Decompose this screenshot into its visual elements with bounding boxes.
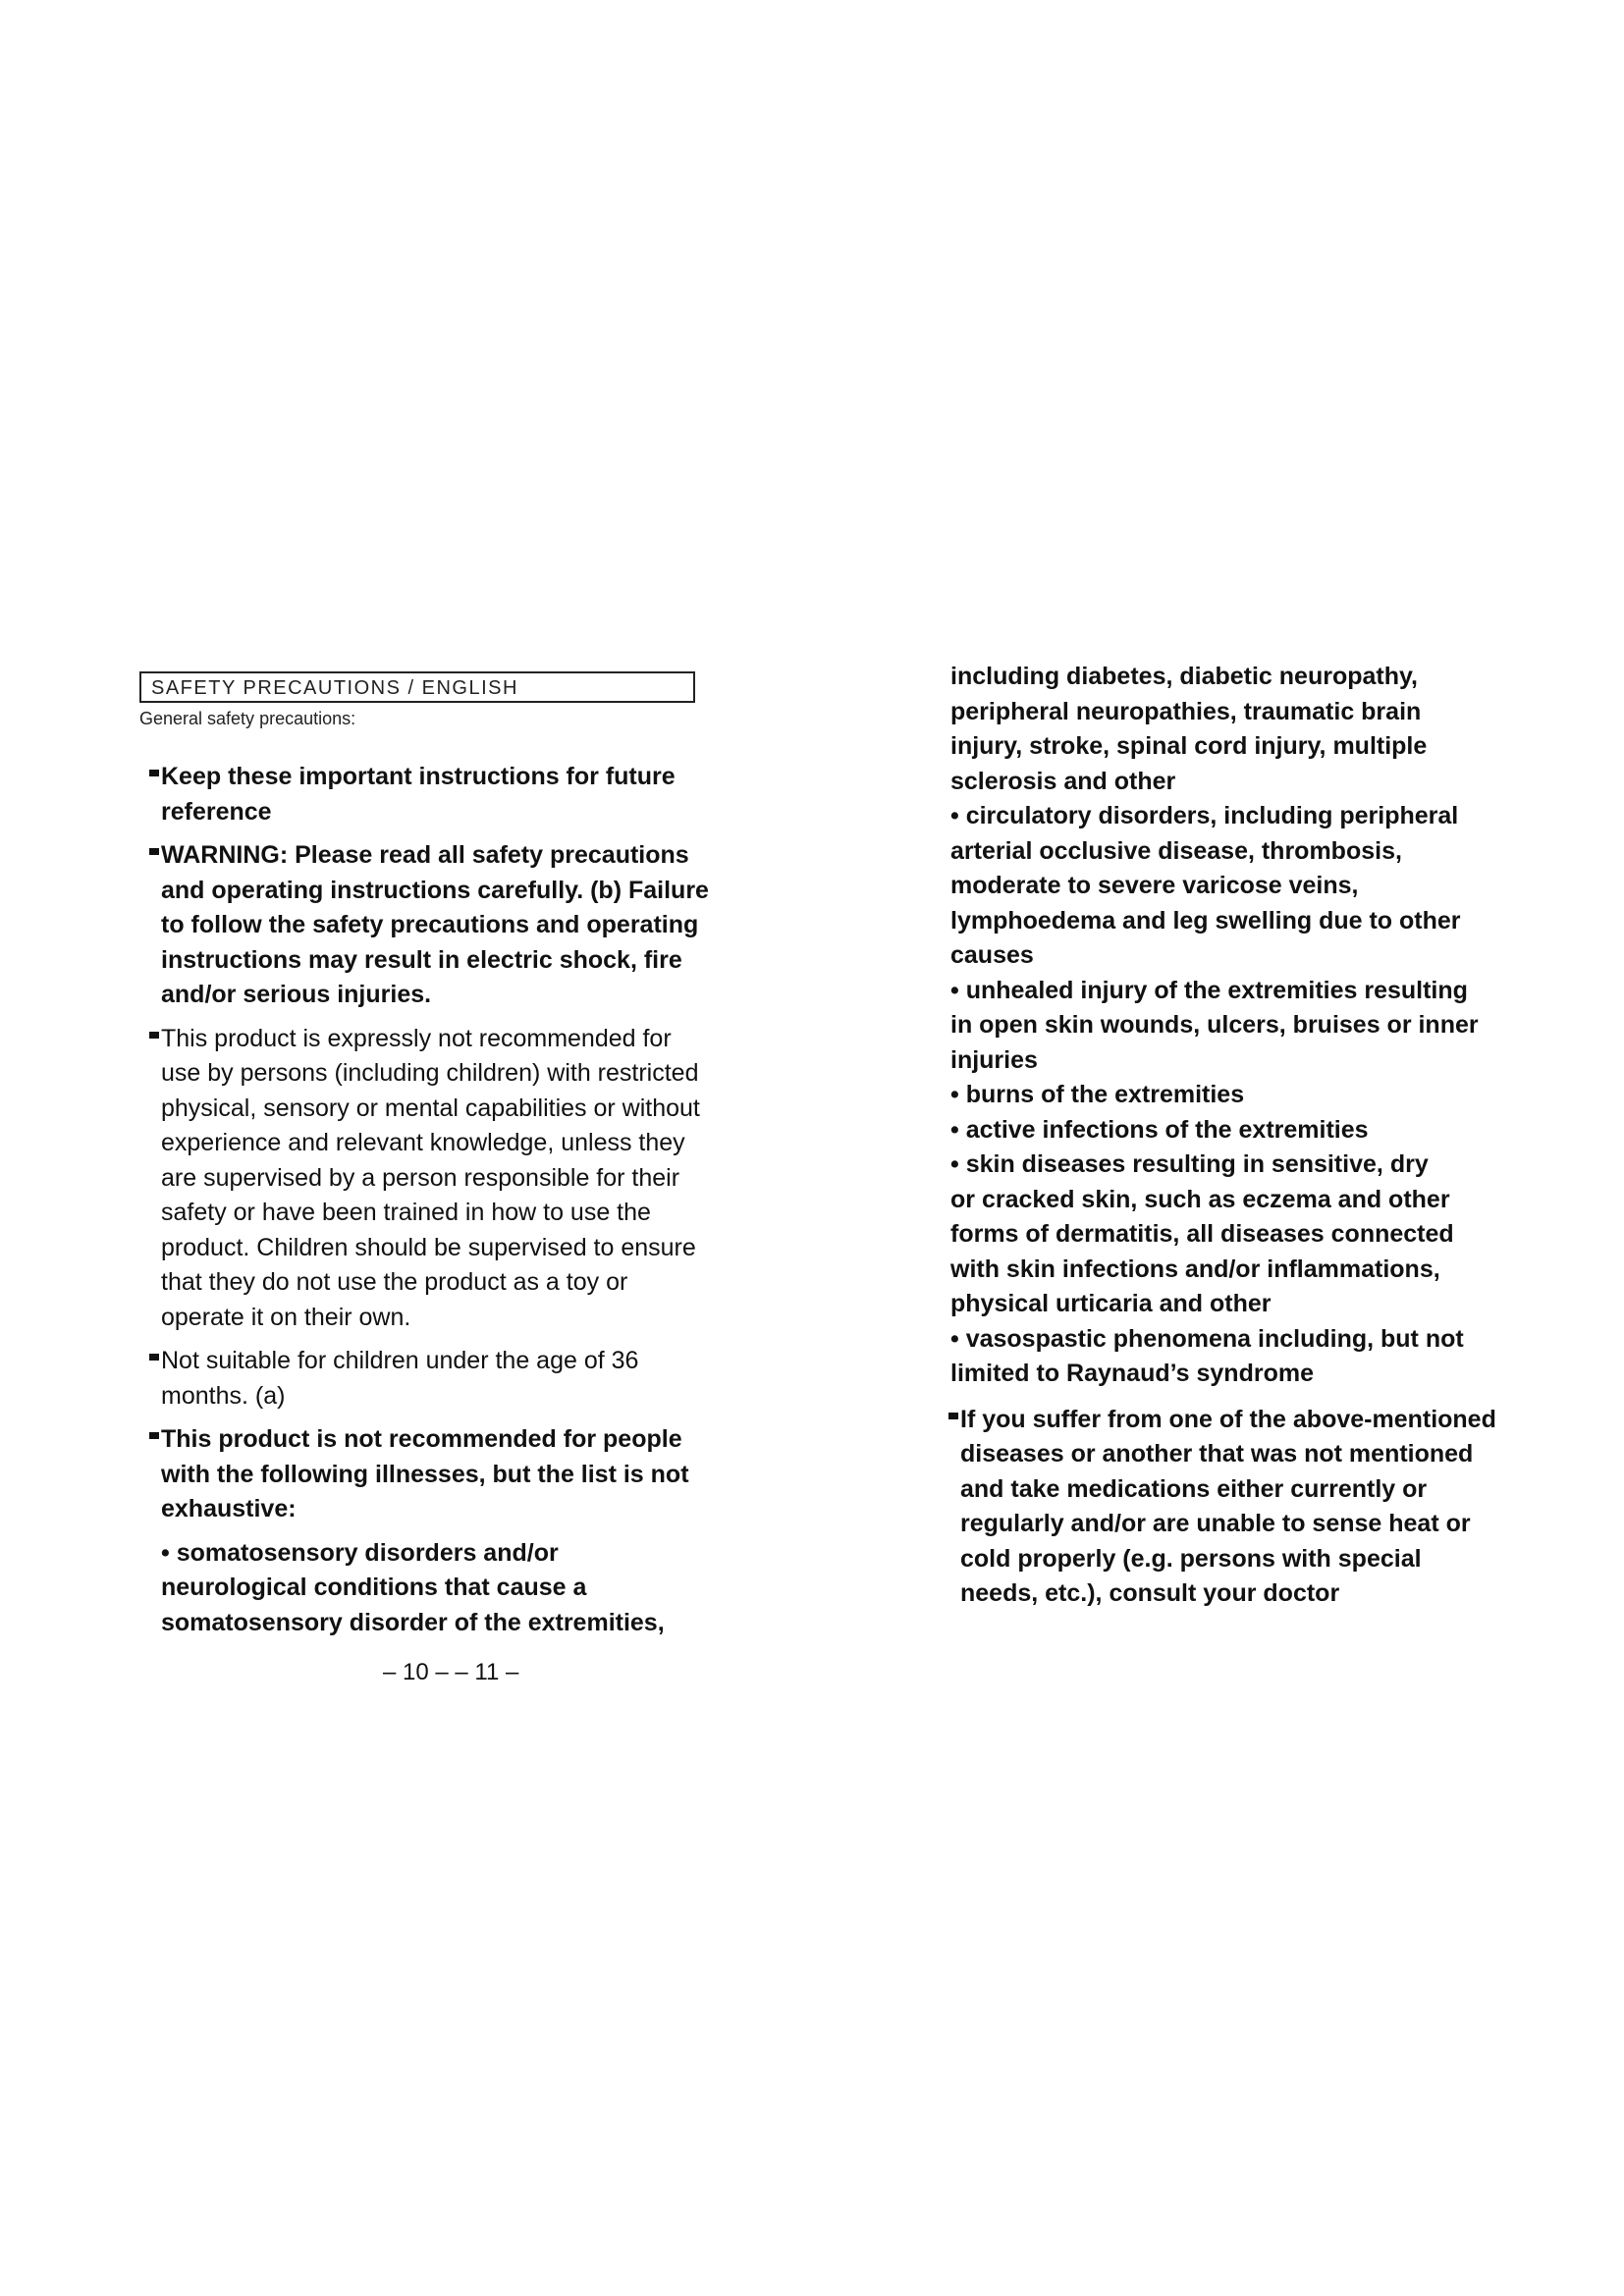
- bullet-marker-icon: [149, 848, 159, 855]
- list-item: [161, 1422, 709, 1527]
- text-line: moderate to severe varicose veins,: [950, 872, 1359, 899]
- text-line: • active infections of the extremities: [950, 1115, 1369, 1144]
- precaution-list: [139, 760, 709, 1640]
- text-line: • circulatory disorders, including peripheral: [950, 802, 1459, 829]
- item-text: This product is not recommended for people with the following illnesses, but the list is not exhaustive:: [161, 1425, 689, 1522]
- text-line: forms of dermatitis, all diseases connected: [950, 1220, 1454, 1248]
- sublist-line: • somatosensory disorders and/or: [161, 1538, 559, 1567]
- sublist-line: neurological conditions that cause a: [161, 1574, 587, 1601]
- text-line: lymphoedema and leg swelling due to other: [950, 906, 1461, 934]
- text-line: sclerosis and other: [950, 767, 1176, 795]
- list-item: [161, 838, 709, 1013]
- list-item: [161, 760, 709, 829]
- doctor-advice-list: [950, 1403, 1500, 1612]
- text-line: • unhealed injury of the extremities resulting: [950, 976, 1468, 1004]
- bullet-marker-icon: [149, 770, 159, 776]
- item-text: Not suitable for children under the age of 36 months. (a): [161, 1347, 639, 1410]
- text-line: causes: [950, 941, 1034, 969]
- text-line: injury, stroke, spinal cord injury, multiple: [950, 732, 1428, 760]
- list-item: [960, 1403, 1500, 1612]
- list-item: [161, 1022, 709, 1336]
- left-page: [139, 671, 709, 1640]
- text-line: • burns of the extremities: [950, 1081, 1245, 1108]
- item-text: WARNING: Please read all safety precautions and operating instructions carefully. (b) Failure to follow the safety precautions and operating instructions may result in electric shock, fire and/or serious injuries.: [161, 841, 709, 1008]
- text-line: or cracked skin, such as eczema and other: [950, 1185, 1450, 1213]
- page-numbers: – 10 – – 11 –: [383, 1659, 519, 1685]
- sublist-line: somatosensory disorder of the extremities,: [161, 1608, 665, 1636]
- continued-list: [950, 660, 1500, 1392]
- list-item: [161, 1344, 709, 1414]
- bullet-marker-icon: [149, 1432, 159, 1439]
- item-text: This product is expressly not recommended for use by persons (including children) with restricted physical, sensory or mental capabilities or without experience and relevant knowledge, unless they are supervised by a person responsible for their safety or have been trained in how to use the product. Children should be supervised to ensure that they do not use the product as a toy or operate it on their own.: [161, 1024, 700, 1331]
- text-line: peripheral neuropathies, traumatic brain: [950, 697, 1422, 725]
- text-line: physical urticaria and other: [950, 1290, 1272, 1317]
- text-line: arterial occlusive disease, thrombosis,: [950, 836, 1402, 865]
- text-line: including diabetes, diabetic neuropathy,: [950, 663, 1418, 690]
- text-line: • vasospastic phenomena including, but not: [950, 1324, 1464, 1353]
- text-line: • skin diseases resulting in sensitive, dry: [950, 1150, 1429, 1178]
- text-line: in open skin wounds, ulcers, bruises or inner: [950, 1011, 1479, 1039]
- section-subtitle: General safety precautions:: [139, 709, 356, 728]
- bullet-marker-icon: [149, 1354, 159, 1361]
- bullet-marker-icon: [948, 1413, 958, 1419]
- section-header: SAFETY PRECAUTIONS / ENGLISH: [139, 671, 695, 703]
- illness-sublist: [161, 1536, 709, 1641]
- text-line: injuries: [950, 1045, 1038, 1074]
- text-line: limited to Raynaud’s syndrome: [950, 1360, 1314, 1387]
- bullet-marker-icon: [149, 1032, 159, 1039]
- text-line: with skin infections and/or inflammations,: [950, 1255, 1440, 1283]
- item-text: Keep these important instructions for future reference: [161, 763, 676, 826]
- item-text: If you suffer from one of the above-mentioned diseases or another that was not mentioned and take medications either currently or regularly and/or are unable to sense heat or cold properly (e.g. persons with special needs, etc.), consult your doctor: [960, 1405, 1496, 1607]
- right-page: [950, 660, 1500, 1621]
